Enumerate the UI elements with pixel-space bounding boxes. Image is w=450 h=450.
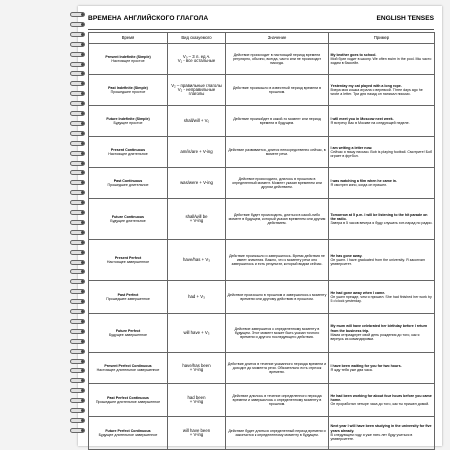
page-header bbox=[88, 13, 434, 30]
spiral-ring bbox=[70, 131, 85, 136]
spiral-ring bbox=[70, 91, 85, 96]
meaning-cell: Действие происходило, длилось в прошлом в определенный момент. Момент указан временем или другим действием. bbox=[226, 168, 329, 199]
tense-cell bbox=[89, 314, 168, 353]
spiral-ring bbox=[70, 408, 85, 413]
spiral-ring bbox=[70, 220, 85, 225]
example-cell bbox=[329, 240, 435, 281]
table-row bbox=[89, 384, 435, 417]
tense-name-russian: Прошедшее простое bbox=[110, 90, 146, 94]
table-row bbox=[89, 137, 435, 168]
spiral-ring bbox=[70, 309, 85, 314]
table-row bbox=[89, 199, 435, 240]
predicate-form-cell: will have + V₃ bbox=[168, 314, 226, 353]
table-row bbox=[89, 106, 435, 137]
table-row bbox=[89, 75, 435, 106]
table-row bbox=[89, 168, 435, 199]
example-cell bbox=[329, 199, 435, 240]
spiral-ring bbox=[70, 289, 85, 294]
spiral-ring bbox=[70, 180, 85, 185]
example-translation: Мой брат ходит в школу. We often swim in the pool. Мы часто ходим в бассейн. bbox=[330, 56, 432, 66]
example-english: Next year I will have been studying in the university for five years already. bbox=[330, 424, 432, 433]
example-cell bbox=[329, 384, 435, 417]
column-header-form: Вид сказуемого bbox=[168, 33, 226, 44]
spiral-ring bbox=[70, 121, 85, 126]
predicate-form-cell: V₂ – правильные глаголы V₂ - неправильные глаголы bbox=[168, 75, 226, 106]
meaning-cell: Действие завершится к определенному моменту в будущем. Этот момент может быть указан точного времени и другого последующего действия. bbox=[226, 314, 329, 353]
example-cell bbox=[329, 281, 435, 314]
tense-cell bbox=[89, 106, 168, 137]
example-english: I will meet you in Moscow next week. bbox=[330, 116, 394, 121]
tense-name-russian: Прошедшее длительное завершенное bbox=[95, 400, 161, 404]
spiral-ring bbox=[70, 269, 85, 274]
tense-name-russian: Настоящее длительное завершенное bbox=[96, 368, 160, 372]
predicate-form-cell: had been + V-ing bbox=[168, 384, 226, 417]
spiral-ring bbox=[70, 279, 85, 284]
example-english: He had been working for about four hours before you came home. bbox=[330, 393, 432, 402]
example-english: My brother goes to school. bbox=[330, 52, 377, 57]
example-cell bbox=[329, 106, 435, 137]
example-english: My mum will have celebrated her birthday before I return from the business trip. bbox=[330, 324, 428, 333]
example-cell bbox=[329, 168, 435, 199]
spiral-ring bbox=[70, 101, 85, 106]
example-cell bbox=[329, 417, 435, 450]
spiral-ring bbox=[70, 250, 85, 255]
table-row bbox=[89, 44, 435, 75]
predicate-form-cell: was/were + V-ing bbox=[168, 168, 226, 199]
meaning-cell: Действие длилось в течение определенного периода времени и завершилось к определенному моменту в прошлом. bbox=[226, 384, 329, 417]
tense-name-english: Future Indefinite (Simple) bbox=[106, 116, 150, 121]
meaning-cell: Действие произойдет в какой-то момент или период времени в будущем. bbox=[226, 106, 329, 137]
spiral-ring bbox=[70, 428, 85, 433]
example-translation: Мама отпразднует свой день рождения до того, как я вернусь из командировки. bbox=[330, 333, 420, 342]
spiral-ring bbox=[70, 240, 85, 245]
tense-name-russian: Настоящее длительное bbox=[108, 152, 148, 156]
example-translation: Он ушел. I have graduated from the university. Я закончил университет. bbox=[330, 257, 425, 267]
predicate-form-cell: shall/will + V₀ bbox=[168, 106, 226, 137]
example-english: He had gone away when I came. bbox=[330, 290, 386, 295]
example-english: Tomorrow at 5 p.m. I will be listening to the hit parade on the radio. bbox=[330, 212, 428, 221]
spiral-ring bbox=[70, 329, 85, 334]
example-translation: Я жду тебя уже два часа. bbox=[330, 368, 373, 372]
tense-name-english: Future Perfect bbox=[115, 328, 141, 333]
title-russian: ВРЕМЕНА АНГЛИЙСКОГО ГЛАГОЛА bbox=[88, 15, 209, 22]
example-english: He has gone away. bbox=[330, 253, 363, 258]
meaning-cell: Действие развивается, длится непосредственно сейчас, в момент речи. bbox=[226, 137, 329, 168]
example-cell bbox=[329, 314, 435, 353]
spiral-ring bbox=[70, 349, 85, 354]
tense-cell bbox=[89, 199, 168, 240]
column-header-meaning: Значение bbox=[226, 33, 329, 44]
spiral-ring bbox=[70, 42, 85, 47]
spiral-ring bbox=[70, 319, 85, 324]
predicate-form-cell: have/has + V₃ bbox=[168, 240, 226, 281]
predicate-form-cell: will have been + V-ing bbox=[168, 417, 226, 450]
spiral-ring bbox=[70, 210, 85, 215]
tense-name-english: Past Perfect Continuous bbox=[107, 395, 149, 400]
predicate-form-cell: am/is/are + V-ing bbox=[168, 137, 226, 168]
example-translation: Я встречу Вас в Москве на следующей неделе. bbox=[330, 121, 410, 125]
meaning-cell: Действие произошло в прошлом и завершилось к моменту времени или другому действию в прошлом. bbox=[226, 281, 329, 314]
example-translation: Он проработал четыре часа до того, как ты пришел домой. bbox=[330, 402, 430, 407]
tense-name-russian: Будущее длительное завершенное bbox=[98, 433, 158, 437]
tense-name-russian: Будущее завершенное bbox=[108, 333, 148, 337]
meaning-cell: Действие происходит в настоящий период времени регулярно, обычно, всегда, часто или не происходит никогда. bbox=[226, 44, 329, 75]
meaning-cell: Действие длится в течение указанного периода времени и доходит до момента речи. Обязательно есть отрезок времени. bbox=[226, 353, 329, 384]
spiral-ring bbox=[70, 200, 85, 205]
table-header-row bbox=[89, 33, 435, 44]
example-english: I have been waiting for you for two hours. bbox=[330, 363, 402, 368]
spiral-ring bbox=[70, 170, 85, 175]
table-row bbox=[89, 314, 435, 353]
example-cell bbox=[329, 44, 435, 75]
tense-cell bbox=[89, 75, 168, 106]
spiral-ring bbox=[70, 260, 85, 265]
spiral-ring bbox=[70, 190, 85, 195]
spiral-ring bbox=[70, 12, 85, 17]
example-translation: Он ушел прежде, чем я пришел. She had finished her work by 5 o'clock yesterday. bbox=[330, 294, 432, 304]
meaning-cell: Действие будет происходить, длиться в какой-либо момент в будущем, который указан временем или другим действием. bbox=[226, 199, 329, 240]
predicate-form-cell: have/has been + V-ing bbox=[168, 353, 226, 384]
example-english: Yesterday my cat played with a long rope. bbox=[330, 83, 402, 88]
spiral-ring bbox=[70, 22, 85, 27]
meaning-cell: Действие произошло в известный период времени в прошлом. bbox=[226, 75, 329, 106]
table-row bbox=[89, 281, 435, 314]
spiral-ring bbox=[70, 141, 85, 146]
spiral-ring bbox=[70, 52, 85, 57]
tense-name-russian: Будущее длительное bbox=[110, 219, 146, 223]
tense-cell bbox=[89, 417, 168, 450]
example-cell bbox=[329, 353, 435, 384]
meaning-cell: Действие будет длиться определенный период времени и закончится к определенному моменту в будущем. bbox=[226, 417, 329, 450]
meaning-cell: Действие произошло и завершилось. Время действия не имеет значения. Важно, что к моменту речи оно завершилось и есть результат, который видим сейчас. bbox=[226, 240, 329, 281]
example-translation: Вчера моя кошка играла с веревкой. Three days ago he wrote a letter. Три дня назад он написал письмо. bbox=[330, 87, 423, 97]
spiral-ring bbox=[70, 230, 85, 235]
tense-name-english: Present Indefinite (Simple) bbox=[105, 54, 151, 59]
predicate-form-cell: had + V₃ bbox=[168, 281, 226, 314]
tense-name-english: Past Indefinite (Simple) bbox=[108, 85, 148, 90]
spiral-ring bbox=[70, 111, 85, 116]
spiral-ring bbox=[70, 71, 85, 76]
table-row bbox=[89, 353, 435, 384]
tense-name-english: Future Continuous bbox=[111, 214, 145, 219]
tense-name-english: Past Perfect bbox=[117, 292, 139, 297]
tense-cell bbox=[89, 281, 168, 314]
example-cell bbox=[329, 75, 435, 106]
tense-cell bbox=[89, 137, 168, 168]
spiral-ring bbox=[70, 359, 85, 364]
tenses-table bbox=[88, 32, 435, 450]
title-english: ENGLISH TENSES bbox=[376, 15, 434, 22]
example-cell bbox=[329, 137, 435, 168]
tense-cell bbox=[89, 168, 168, 199]
example-translation: В следующем году я уже пять лет буду учиться в университете. bbox=[330, 433, 413, 442]
tense-name-russian: Прошедшее длительное bbox=[107, 183, 149, 187]
predicate-form-cell: shall/will be + V-ing bbox=[168, 199, 226, 240]
spiral-ring bbox=[70, 62, 85, 67]
tense-cell bbox=[89, 240, 168, 281]
example-translation: Я смотрел кино, когда он пришел. bbox=[330, 183, 388, 187]
example-translation: Сейчас я пишу письмо. Bob is playing football. Смотрите! Боб играет в футбол. bbox=[330, 149, 433, 159]
example-english: I am writing a letter now. bbox=[330, 145, 373, 150]
tense-name-russian: Настоящее завершенное bbox=[106, 260, 150, 264]
spiral-ring bbox=[70, 368, 85, 373]
spiral-binding bbox=[70, 12, 86, 438]
tense-name-russian: Будущее простое bbox=[113, 121, 143, 125]
spiral-ring bbox=[70, 81, 85, 86]
spiral-ring bbox=[70, 299, 85, 304]
spiral-ring bbox=[70, 388, 85, 393]
tense-name-english: Present Continuous bbox=[110, 147, 146, 152]
column-header-example: Пример bbox=[329, 33, 435, 44]
tense-name-russian: Настоящее простое bbox=[111, 59, 145, 63]
tense-name-russian: Прошедшее завершенное bbox=[106, 297, 150, 301]
example-english: I was watching a film when he came in. bbox=[330, 178, 398, 183]
spiral-ring bbox=[70, 339, 85, 344]
table-row bbox=[89, 240, 435, 281]
tense-name-english: Present Perfect Continuous bbox=[104, 363, 152, 368]
tense-name-english: Present Perfect bbox=[114, 255, 142, 260]
table-row bbox=[89, 417, 435, 450]
tense-cell bbox=[89, 44, 168, 75]
tense-name-english: Future Perfect Continuous bbox=[105, 428, 151, 433]
tense-cell bbox=[89, 353, 168, 384]
column-header-tense: Время bbox=[89, 33, 168, 44]
spiral-ring bbox=[70, 378, 85, 383]
spiral-ring bbox=[70, 418, 85, 423]
example-translation: Завтра в 5 часов вечера я буду слушать хит-парад по радио. bbox=[330, 221, 433, 226]
predicate-form-cell: V₀ – 3 л. ед.ч. V₁ - все остальные bbox=[168, 44, 226, 75]
spiral-ring bbox=[70, 151, 85, 156]
spiral-ring bbox=[70, 398, 85, 403]
tense-cell bbox=[89, 384, 168, 417]
spiral-ring bbox=[70, 161, 85, 166]
tense-name-english: Past Continuous bbox=[113, 178, 143, 183]
spiral-ring bbox=[70, 32, 85, 37]
notebook-page bbox=[78, 6, 442, 446]
